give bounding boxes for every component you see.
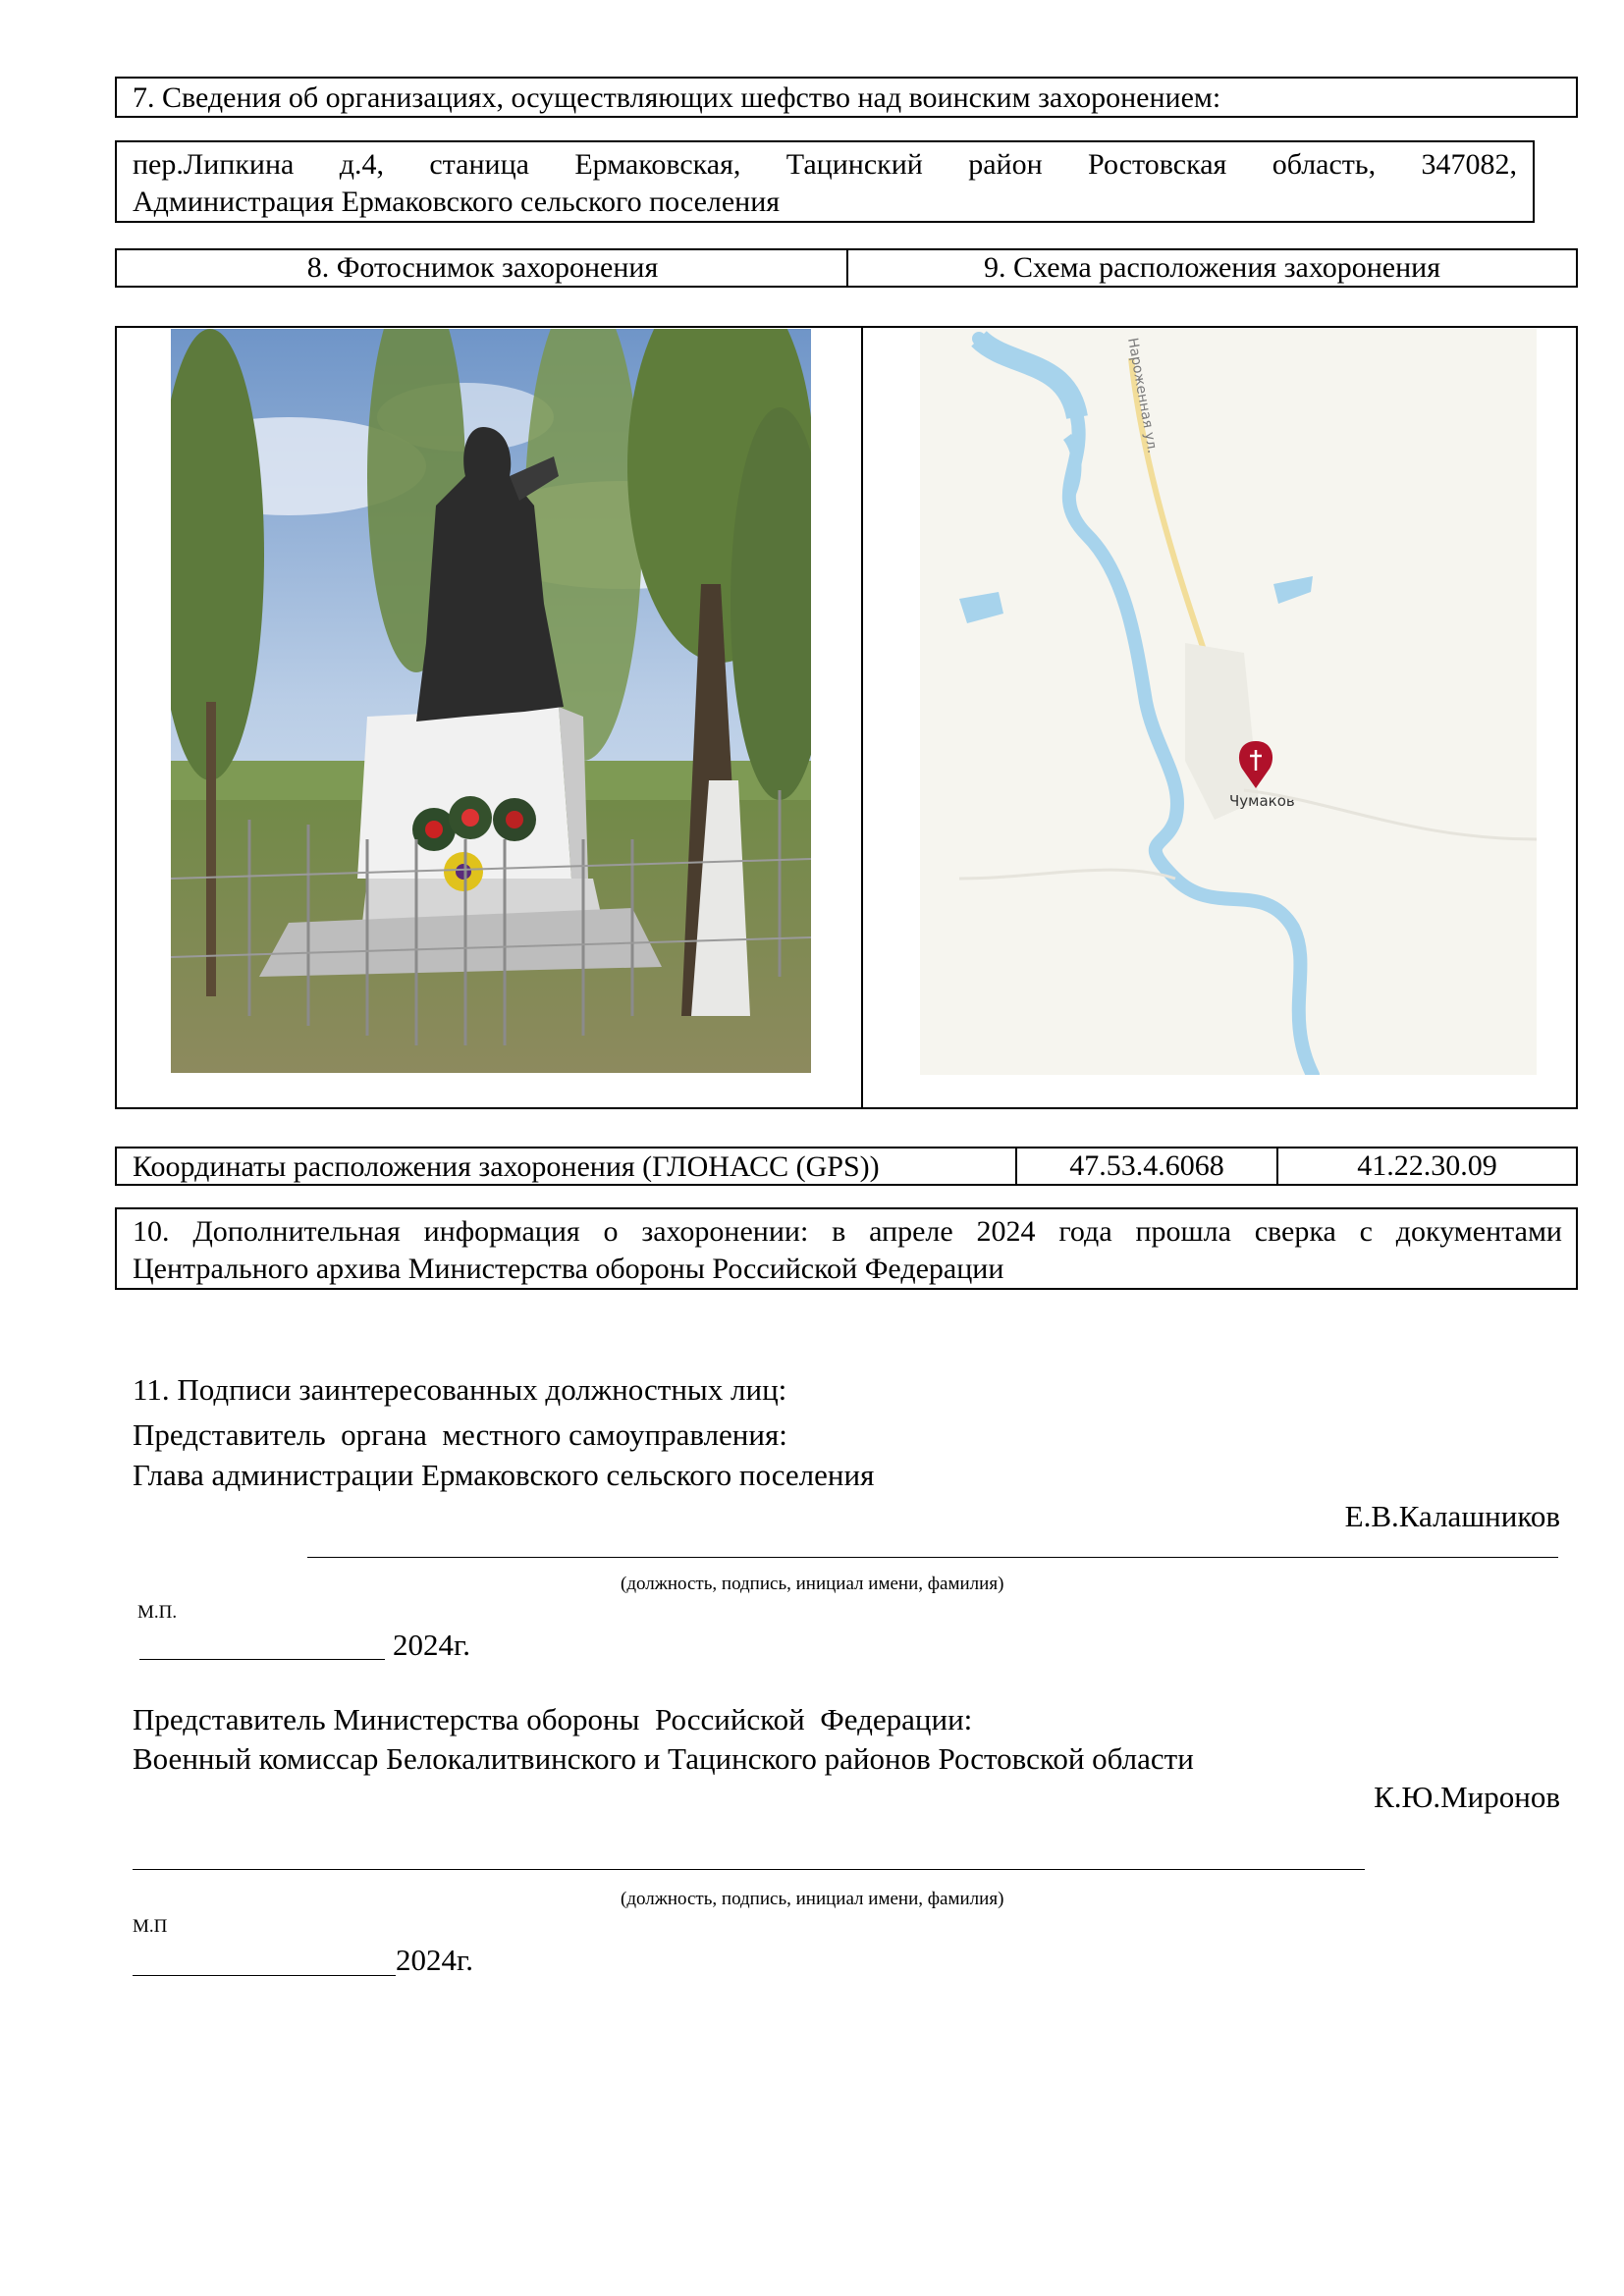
address-line-1: пер.Липкина д.4, станица Ермаковская, Тацинский район Ростовская область, 347082, bbox=[133, 148, 1517, 181]
section-10-line-2: Центрального архива Министерства обороны Российской Федерации bbox=[133, 1253, 1004, 1285]
rep2-title: Представитель Министерства обороны Российской Федерации: bbox=[133, 1702, 973, 1736]
rep1-signature-caption: (должность, подпись, инициал имени, фамилия) bbox=[621, 1574, 1004, 1594]
rep1-title: Представитель органа местного самоуправления: bbox=[133, 1417, 787, 1452]
rep2-signature-line bbox=[133, 1869, 1365, 1870]
rep1-date-line bbox=[139, 1659, 385, 1660]
photo-map-header-row bbox=[115, 248, 1578, 288]
rep2-date-year: 2024г. bbox=[396, 1943, 473, 1977]
rep1-stamp-label: М.П. bbox=[137, 1602, 178, 1623]
section-9-header: 9. Схема расположения захоронения bbox=[983, 251, 1441, 284]
section-8-header: 8. Фотоснимок захоронения bbox=[306, 251, 659, 284]
section-7-header: 7. Сведения об организациях, осуществляющих шефство над воинским захоронением: bbox=[133, 81, 1221, 114]
rep2-name: К.Ю.Миронов bbox=[1374, 1780, 1560, 1814]
section-7-address-box bbox=[115, 140, 1535, 223]
section-10-line-1: 10. Дополнительная информация о захоронении: в апреле 2024 года прошла сверка с документами bbox=[133, 1215, 1562, 1248]
photo-map-box bbox=[115, 326, 1578, 1109]
section-10-box bbox=[115, 1207, 1578, 1290]
coordinates-label: Координаты расположения захоронения (ГЛОНАСС (GPS)) bbox=[133, 1150, 880, 1183]
rep1-date-year: 2024г. bbox=[393, 1628, 470, 1662]
memorial-photo bbox=[171, 329, 811, 1073]
photo-map-divider bbox=[861, 328, 863, 1107]
coordinates-lon: 41.22.30.09 bbox=[1357, 1149, 1497, 1182]
rep2-date-line bbox=[133, 1975, 396, 1976]
rep1-name: Е.В.Калашников bbox=[1344, 1499, 1560, 1533]
rep1-signature-line bbox=[307, 1557, 1558, 1558]
coordinates-lat: 47.53.4.6068 bbox=[1069, 1149, 1224, 1182]
map-street-label: Нароженная ул. bbox=[1124, 336, 1161, 455]
coordinates-row bbox=[115, 1147, 1578, 1186]
section-11-header: 11. Подписи заинтересованных должностных лиц: bbox=[133, 1372, 787, 1407]
rep1-position: Глава администрации Ермаковского сельского поселения bbox=[133, 1458, 875, 1492]
section-7-header-box bbox=[115, 77, 1578, 118]
rep2-stamp-label: М.П bbox=[133, 1916, 168, 1937]
rep2-position: Военный комиссар Белокалитвинского и Тацинского районов Ростовской области bbox=[133, 1741, 1194, 1776]
rep2-signature-caption: (должность, подпись, инициал имени, фамилия) bbox=[621, 1889, 1004, 1909]
location-map bbox=[920, 329, 1537, 1075]
map-place-label: Чумаков bbox=[1229, 792, 1295, 810]
address-line-2: Администрация Ермаковского сельского поселения bbox=[133, 186, 781, 218]
